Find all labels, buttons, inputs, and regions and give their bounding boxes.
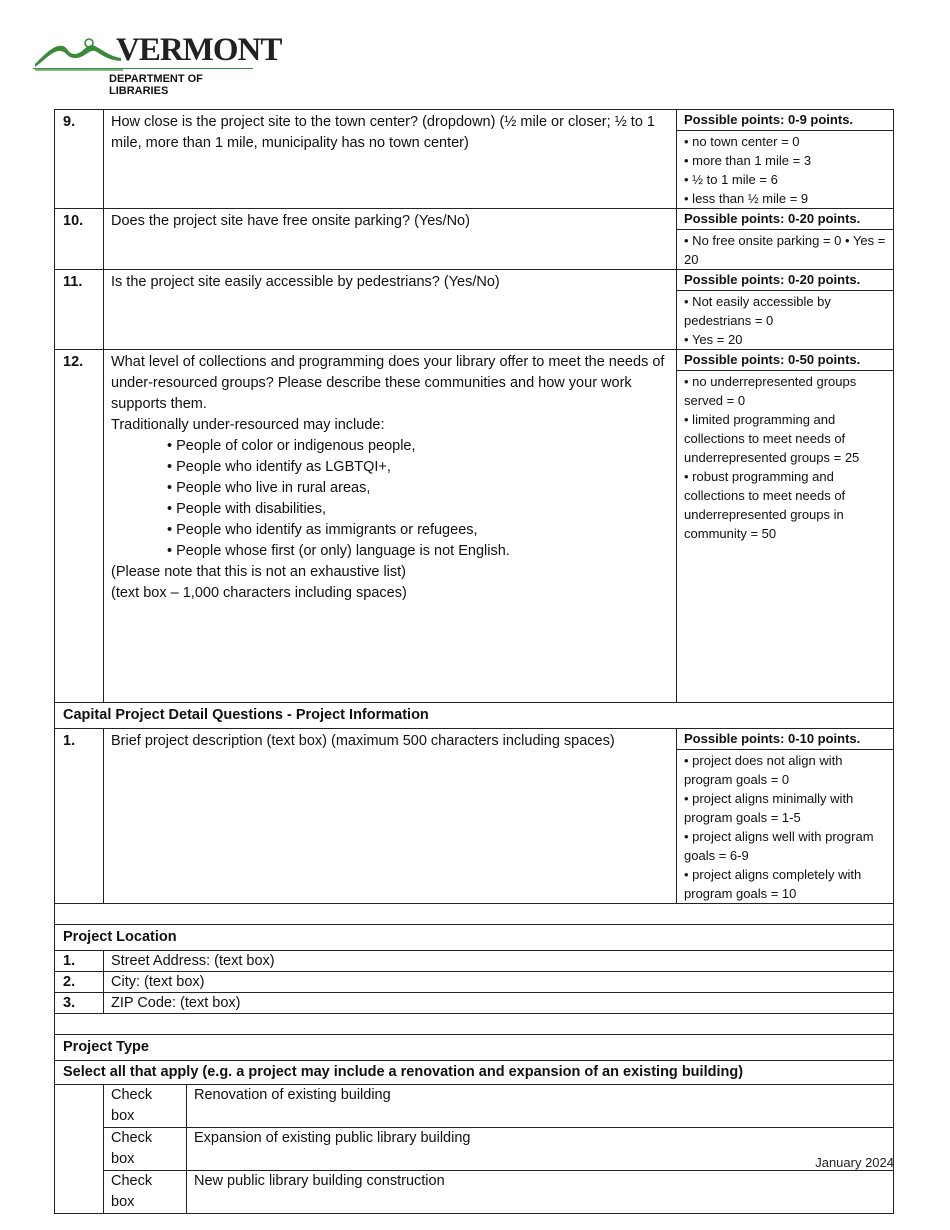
points-item: • no underrepresented groups served = 0: [684, 374, 857, 408]
section-header-row: [55, 925, 894, 951]
points-item: • no town center = 0: [684, 134, 800, 149]
location-row-city: [55, 972, 894, 993]
question-text: What level of collections and programming does your library offer to meet the needs of under-resourced groups? Please describe these communities and how your work supports them.: [111, 354, 665, 412]
blank-cell: [55, 904, 894, 925]
points-cell: [677, 110, 894, 209]
question-number: 1.: [55, 951, 104, 972]
points-header: Possible points: 0-20 points.: [677, 270, 893, 291]
instruction-row: [55, 1061, 894, 1085]
points-item: • limited programming and collections to meet needs of underrepresented groups = 25: [684, 412, 860, 465]
expansion-checkbox[interactable]: Check box: [104, 1128, 187, 1171]
street-address-field[interactable]: Street Address: (text box): [104, 951, 894, 972]
points-item: • project does not align with program goals = 0: [684, 753, 843, 787]
points-item: • more than 1 mile = 3: [684, 153, 812, 168]
spacer-row: [55, 904, 894, 925]
logo-rule: [33, 68, 253, 69]
question-number: 3.: [55, 993, 104, 1014]
points-list: [677, 750, 893, 903]
question-note: (Please note that this is not an exhaustive list): [111, 564, 406, 580]
option-label: Renovation of existing building: [187, 1085, 894, 1128]
question-number: 10.: [55, 209, 104, 270]
points-cell: [677, 209, 894, 270]
section-header-row: [55, 1035, 894, 1061]
question-text-block: [104, 350, 677, 703]
points-cell: [677, 350, 894, 703]
points-item: • project aligns completely with program goals = 10: [684, 867, 862, 901]
points-list: [677, 131, 893, 208]
points-item: • ½ to 1 mile = 6: [684, 172, 778, 187]
question-number: 12.: [55, 350, 104, 703]
points-item: • Yes = 20: [684, 332, 743, 347]
scoring-form-table: [54, 109, 894, 1214]
vermont-logo: [30, 30, 282, 97]
question-number: 9.: [55, 110, 104, 209]
type-option-row: [55, 1085, 894, 1128]
spacer-row: [55, 1014, 894, 1035]
zip-code-field[interactable]: ZIP Code: (text box): [104, 993, 894, 1014]
points-cell: [677, 729, 894, 904]
question-text: Brief project description (text box) (maximum 500 characters including spaces): [104, 729, 677, 904]
question-row-10: [55, 209, 894, 270]
option-label: New public library building construction: [187, 1171, 894, 1214]
group-item: • People with disabilities,: [167, 501, 327, 517]
points-item: • robust programming and collections to meet needs of underrepresented groups in community = 50: [684, 469, 846, 541]
points-cell: [677, 270, 894, 350]
footer-date: January 2024: [815, 1155, 894, 1170]
points-header: Possible points: 0-20 points.: [677, 209, 893, 230]
question-number: 2.: [55, 972, 104, 993]
group-item: • People of color or indigenous people,: [167, 438, 416, 454]
type-option-row: [55, 1171, 894, 1214]
question-number: 1.: [55, 729, 104, 904]
type-instruction: Select all that apply (e.g. a project may include a renovation and expansion of an existing building): [55, 1061, 894, 1085]
points-header: Possible points: 0-50 points.: [677, 350, 893, 371]
group-item: • People who identify as immigrants or refugees,: [167, 522, 478, 538]
question-number: 11.: [55, 270, 104, 350]
points-item: • Not easily accessible by pedestrians = 0: [684, 294, 831, 328]
section-title-type: Project Type: [55, 1035, 894, 1061]
points-list: [677, 291, 893, 349]
blank-cell: [55, 1014, 894, 1035]
points-header: Possible points: 0-10 points.: [677, 729, 893, 750]
group-list: [111, 436, 669, 562]
new-construction-checkbox[interactable]: Check box: [104, 1171, 187, 1214]
group-item: • People who live in rural areas,: [167, 480, 371, 496]
renovation-checkbox[interactable]: Check box: [104, 1085, 187, 1128]
question-text: How close is the project site to the town center? (dropdown) (½ mile or closer; ½ to 1 mile, more than 1 mile, municipality has no town center): [104, 110, 677, 209]
section-title-capital: Capital Project Detail Questions - Project Information: [55, 703, 894, 729]
points-item: • less than ½ mile = 9: [684, 191, 809, 206]
question-text: Does the project site have free onsite parking? (Yes/No): [104, 209, 677, 270]
section-header-row: [55, 703, 894, 729]
blank-cell: [55, 1085, 104, 1214]
question-row-11: [55, 270, 894, 350]
points-item: • project aligns well with program goals = 6-9: [684, 829, 874, 863]
question-row-12: [55, 350, 894, 703]
points-item: • No free onsite parking = 0 • Yes = 20: [684, 233, 886, 267]
points-item: • project aligns minimally with program goals = 1-5: [684, 791, 854, 825]
points-list: [677, 230, 893, 269]
location-row-street: [55, 951, 894, 972]
city-field[interactable]: City: (text box): [104, 972, 894, 993]
location-row-zip: [55, 993, 894, 1014]
type-option-row: [55, 1128, 894, 1171]
points-header: Possible points: 0-9 points.: [677, 110, 893, 131]
section-title-location: Project Location: [55, 925, 894, 951]
points-list: [677, 371, 893, 543]
question-row-9: [55, 110, 894, 209]
group-item: • People whose first (or only) language is not English.: [167, 543, 510, 559]
department-name: DEPARTMENT OF LIBRARIES: [109, 73, 203, 97]
question-text: Is the project site easily accessible by pedestrians? (Yes/No): [104, 270, 677, 350]
group-item: • People who identify as LGBTQI+,: [167, 459, 391, 475]
question-note: (text box – 1,000 characters including spaces): [111, 585, 407, 601]
question-intro: Traditionally under-resourced may include:: [111, 417, 385, 433]
option-label: Expansion of existing public library building: [187, 1128, 894, 1171]
question-row-capital-1: [55, 729, 894, 904]
logo-wordmark: VERMONT: [116, 32, 282, 68]
